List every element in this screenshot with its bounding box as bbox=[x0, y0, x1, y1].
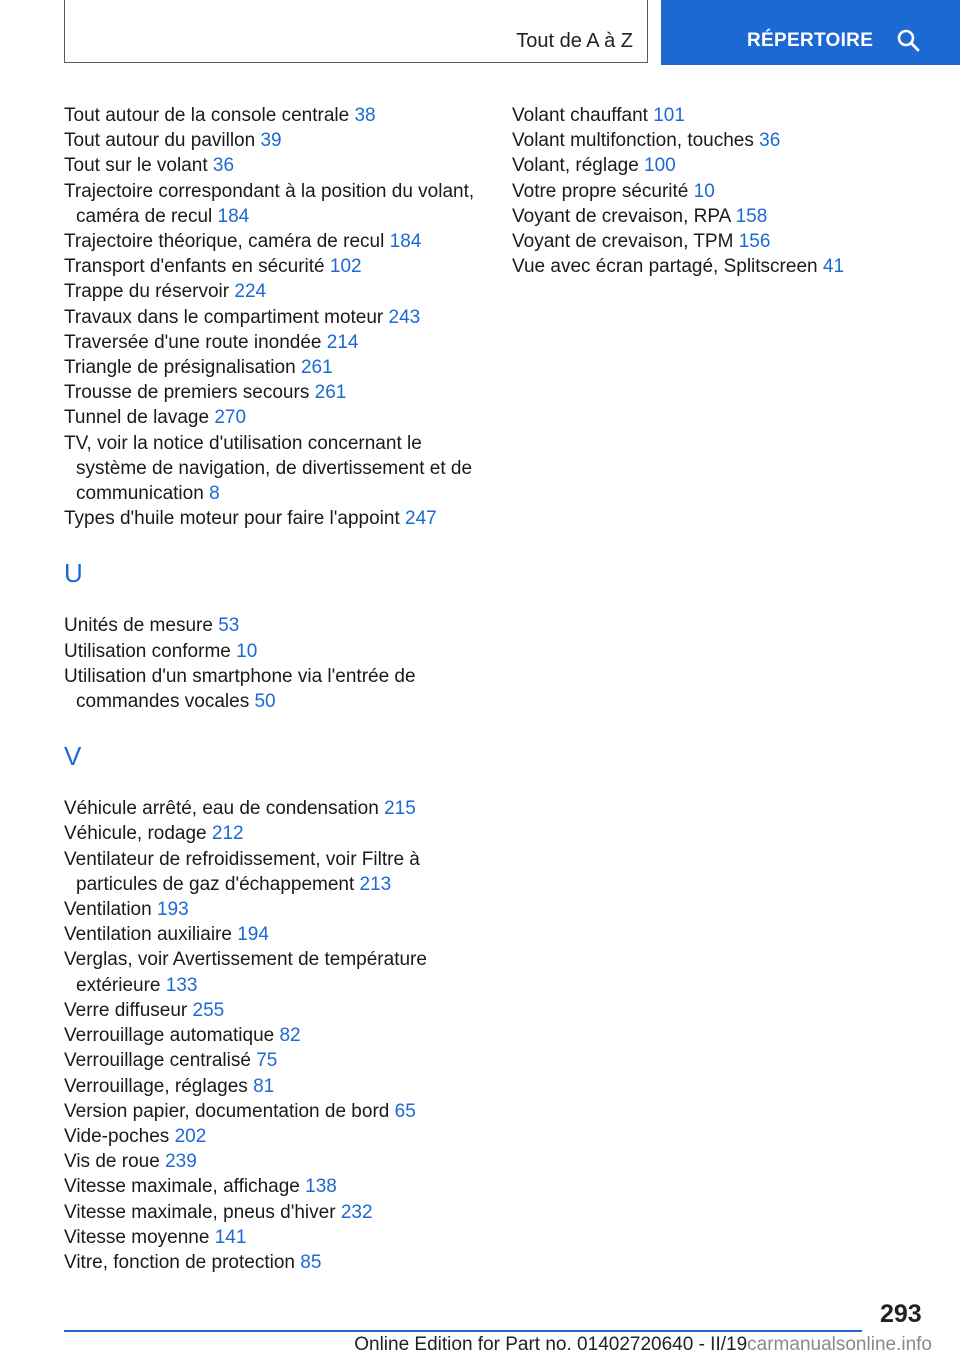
page-ref-link[interactable]: 101 bbox=[653, 105, 685, 126]
header-tab-tout-de-a-a-z[interactable] bbox=[64, 0, 648, 63]
entry-text: Verrouillage automatique bbox=[64, 1025, 275, 1047]
index-entry bbox=[512, 204, 932, 229]
page-ref-link[interactable]: 243 bbox=[388, 306, 421, 328]
index-entry bbox=[64, 380, 484, 405]
index-entry bbox=[64, 639, 484, 664]
entry-text: Types d'huile moteur pour faire l'appoint bbox=[64, 508, 400, 530]
page-ref-link[interactable]: 36 bbox=[212, 155, 235, 177]
entry-text: Ventilation auxiliaire bbox=[64, 924, 232, 946]
page-ref-link[interactable]: 184 bbox=[389, 231, 422, 253]
page-ref-link[interactable]: 10 bbox=[236, 640, 258, 662]
page-ref-link[interactable]: 202 bbox=[174, 1125, 207, 1147]
entry-text: Vitre, fonction de protection bbox=[64, 1251, 295, 1273]
index-entry bbox=[512, 128, 932, 153]
entry-text: TV, voir la notice d'utilisation concernant le système de navigation, de divertissement et de communication bbox=[64, 432, 473, 505]
page-ref-link[interactable]: 102 bbox=[329, 256, 362, 278]
entry-text: Transport d'enfants en sécurité bbox=[64, 256, 325, 278]
page-ref-link[interactable]: 184 bbox=[217, 205, 250, 227]
section-letter-u: U bbox=[64, 558, 83, 589]
index-entry bbox=[512, 254, 932, 279]
page-ref-link[interactable]: 215 bbox=[384, 798, 416, 820]
index-entry bbox=[64, 922, 484, 947]
entry-text: Ventilation bbox=[64, 899, 152, 921]
page-ref-link[interactable]: 8 bbox=[209, 483, 220, 505]
index-entry bbox=[64, 254, 484, 279]
index-entry bbox=[64, 1099, 484, 1124]
entries-v bbox=[64, 796, 484, 1275]
entry-text: Utilisation d'un smartphone via l'entrée de commandes vocales bbox=[64, 665, 416, 713]
page-ref-link[interactable]: 82 bbox=[279, 1025, 301, 1047]
entries-t bbox=[64, 103, 484, 531]
index-entry bbox=[64, 821, 484, 846]
index-entry bbox=[64, 179, 484, 229]
page-ref-link[interactable]: 213 bbox=[359, 873, 392, 895]
entry-text: Volant chauffant bbox=[512, 105, 648, 126]
index-entry bbox=[64, 947, 484, 997]
index-entry bbox=[512, 153, 932, 178]
index-entry bbox=[64, 1048, 484, 1073]
index-entry bbox=[64, 613, 484, 638]
page-ref-link[interactable]: 158 bbox=[735, 205, 768, 227]
entry-text: Tout autour de la console centrale bbox=[64, 105, 350, 126]
page-ref-link[interactable]: 10 bbox=[693, 180, 715, 202]
index-entry bbox=[64, 1149, 484, 1174]
entry-text: Version papier, documentation de bord bbox=[64, 1100, 390, 1122]
header-active-label: RÉPERTOIRE bbox=[747, 30, 874, 51]
entry-text: Verrouillage centralisé bbox=[64, 1050, 251, 1072]
entry-text: Véhicule, rodage bbox=[64, 823, 207, 845]
entry-text: Véhicule arrêté, eau de condensation bbox=[64, 798, 379, 820]
page-ref-link[interactable]: 36 bbox=[759, 130, 781, 152]
index-entry bbox=[64, 998, 484, 1023]
index-entry bbox=[64, 796, 484, 821]
index-entry bbox=[512, 179, 932, 204]
index-entry bbox=[64, 128, 484, 153]
index-entry bbox=[64, 1200, 484, 1225]
page-ref-link[interactable]: 193 bbox=[156, 899, 189, 921]
page-ref-link[interactable]: 81 bbox=[253, 1075, 275, 1097]
page-ref-link[interactable]: 214 bbox=[326, 331, 359, 353]
header-tab-repertoire[interactable] bbox=[661, 0, 960, 65]
header-tab-label: Tout de A à Z bbox=[516, 30, 633, 52]
entry-text: Triangle de présignalisation bbox=[64, 357, 296, 379]
footer-divider bbox=[64, 1330, 862, 1332]
entry-text: Voyant de crevaison, RPA bbox=[512, 205, 731, 227]
page-ref-link[interactable]: 100 bbox=[644, 155, 676, 177]
index-entry bbox=[64, 229, 484, 254]
entry-text: Verglas, voir Avertissement de température extérieure bbox=[64, 949, 427, 996]
entry-text: Voyant de crevaison, TPM bbox=[512, 231, 734, 253]
page-ref-link[interactable]: 133 bbox=[165, 974, 198, 996]
page-ref-link[interactable]: 141 bbox=[214, 1226, 247, 1248]
index-entry bbox=[512, 229, 932, 254]
index-entry bbox=[64, 1250, 484, 1275]
page-ref-link[interactable]: 270 bbox=[214, 407, 247, 429]
index-entry bbox=[64, 431, 484, 507]
footer-watermark: carmanualsonline.info bbox=[747, 1334, 932, 1355]
index-column-right bbox=[512, 103, 932, 279]
entry-text: Vitesse maximale, affichage bbox=[64, 1176, 300, 1198]
entry-text: Tout autour du pavillon bbox=[64, 130, 256, 152]
page-ref-link[interactable]: 65 bbox=[394, 1100, 416, 1122]
index-entry bbox=[64, 897, 484, 922]
entry-text: Volant multifonction, touches bbox=[512, 130, 754, 152]
index-column-left bbox=[64, 103, 484, 1275]
page-ref-link[interactable]: 138 bbox=[305, 1176, 337, 1198]
entries-u bbox=[64, 613, 484, 714]
index-entry bbox=[64, 405, 484, 430]
footer-edition: Online Edition for Part no. 01402720640 - II/19 bbox=[354, 1334, 748, 1355]
entry-text: Utilisation conforme bbox=[64, 640, 231, 662]
page-ref-link[interactable]: 75 bbox=[256, 1050, 278, 1072]
footer-text bbox=[354, 1334, 932, 1356]
entry-text: Trajectoire correspondant à la position du volant, caméra de recul bbox=[64, 180, 475, 227]
index-entry bbox=[64, 664, 484, 714]
page-ref-link[interactable]: 255 bbox=[192, 999, 225, 1021]
entry-text: Ventilateur de refroidissement, voir Filtre à particules de gaz d'échappement bbox=[64, 848, 420, 895]
entry-text: Vue avec écran partagé, Splitscreen bbox=[512, 256, 818, 278]
entry-text: Unités de mesure bbox=[64, 615, 213, 637]
page-ref-link[interactable]: 212 bbox=[211, 823, 244, 845]
index-entry bbox=[64, 847, 484, 897]
page-ref-link[interactable]: 194 bbox=[237, 924, 269, 946]
section-letter-v: V bbox=[64, 741, 82, 772]
page-ref-link[interactable]: 224 bbox=[234, 281, 267, 303]
page-ref-link[interactable]: 38 bbox=[354, 105, 376, 126]
entry-text: Tout sur le volant bbox=[64, 155, 208, 177]
page-ref-link[interactable]: 85 bbox=[300, 1251, 322, 1273]
page-ref-link[interactable]: 261 bbox=[300, 357, 333, 379]
search-icon[interactable] bbox=[896, 28, 920, 52]
page-ref-link[interactable]: 156 bbox=[738, 231, 771, 253]
entry-text: Trajectoire théorique, caméra de recul bbox=[64, 231, 385, 253]
index-entry bbox=[64, 1225, 484, 1250]
index-entry bbox=[64, 1023, 484, 1048]
entry-text: Travaux dans le compartiment moteur bbox=[64, 306, 384, 328]
page-ref-link[interactable]: 53 bbox=[218, 615, 240, 637]
entry-text: Volant, réglage bbox=[512, 155, 639, 177]
index-entry bbox=[64, 103, 484, 128]
entry-text: Trappe du réservoir bbox=[64, 281, 230, 303]
entry-text: Vis de roue bbox=[64, 1151, 160, 1173]
index-entry bbox=[64, 1174, 484, 1199]
entry-text: Verre diffuseur bbox=[64, 999, 188, 1021]
entries-right bbox=[512, 103, 932, 279]
index-entry bbox=[64, 355, 484, 380]
entry-text: Vide-poches bbox=[64, 1125, 170, 1147]
page-ref-link[interactable]: 50 bbox=[254, 691, 276, 713]
entry-text: Vitesse maximale, pneus d'hiver bbox=[64, 1201, 336, 1223]
entry-text: Traversée d'une route inondée bbox=[64, 331, 322, 353]
index-entry bbox=[64, 1124, 484, 1149]
entry-text: Tunnel de lavage bbox=[64, 407, 210, 429]
page-ref-link[interactable]: 261 bbox=[314, 382, 347, 404]
index-entry bbox=[64, 330, 484, 355]
page-ref-link[interactable]: 239 bbox=[165, 1151, 197, 1173]
entry-text: Verrouillage, réglages bbox=[64, 1075, 248, 1097]
page-ref-link[interactable]: 39 bbox=[260, 130, 282, 152]
entry-text: Trousse de premiers secours bbox=[64, 382, 310, 404]
index-entry bbox=[64, 1074, 484, 1099]
index-entry bbox=[64, 279, 484, 304]
entry-text: Vitesse moyenne bbox=[64, 1226, 210, 1248]
index-entry bbox=[64, 153, 484, 178]
index-entry bbox=[64, 305, 484, 330]
page-number: 293 bbox=[880, 1300, 922, 1328]
index-entry bbox=[64, 506, 484, 531]
page-ref-link[interactable]: 232 bbox=[340, 1201, 373, 1223]
entry-text: Votre propre sécurité bbox=[512, 180, 689, 202]
page-ref-link[interactable]: 41 bbox=[822, 256, 845, 278]
page-ref-link[interactable]: 247 bbox=[405, 508, 437, 530]
index-entry bbox=[512, 103, 932, 128]
